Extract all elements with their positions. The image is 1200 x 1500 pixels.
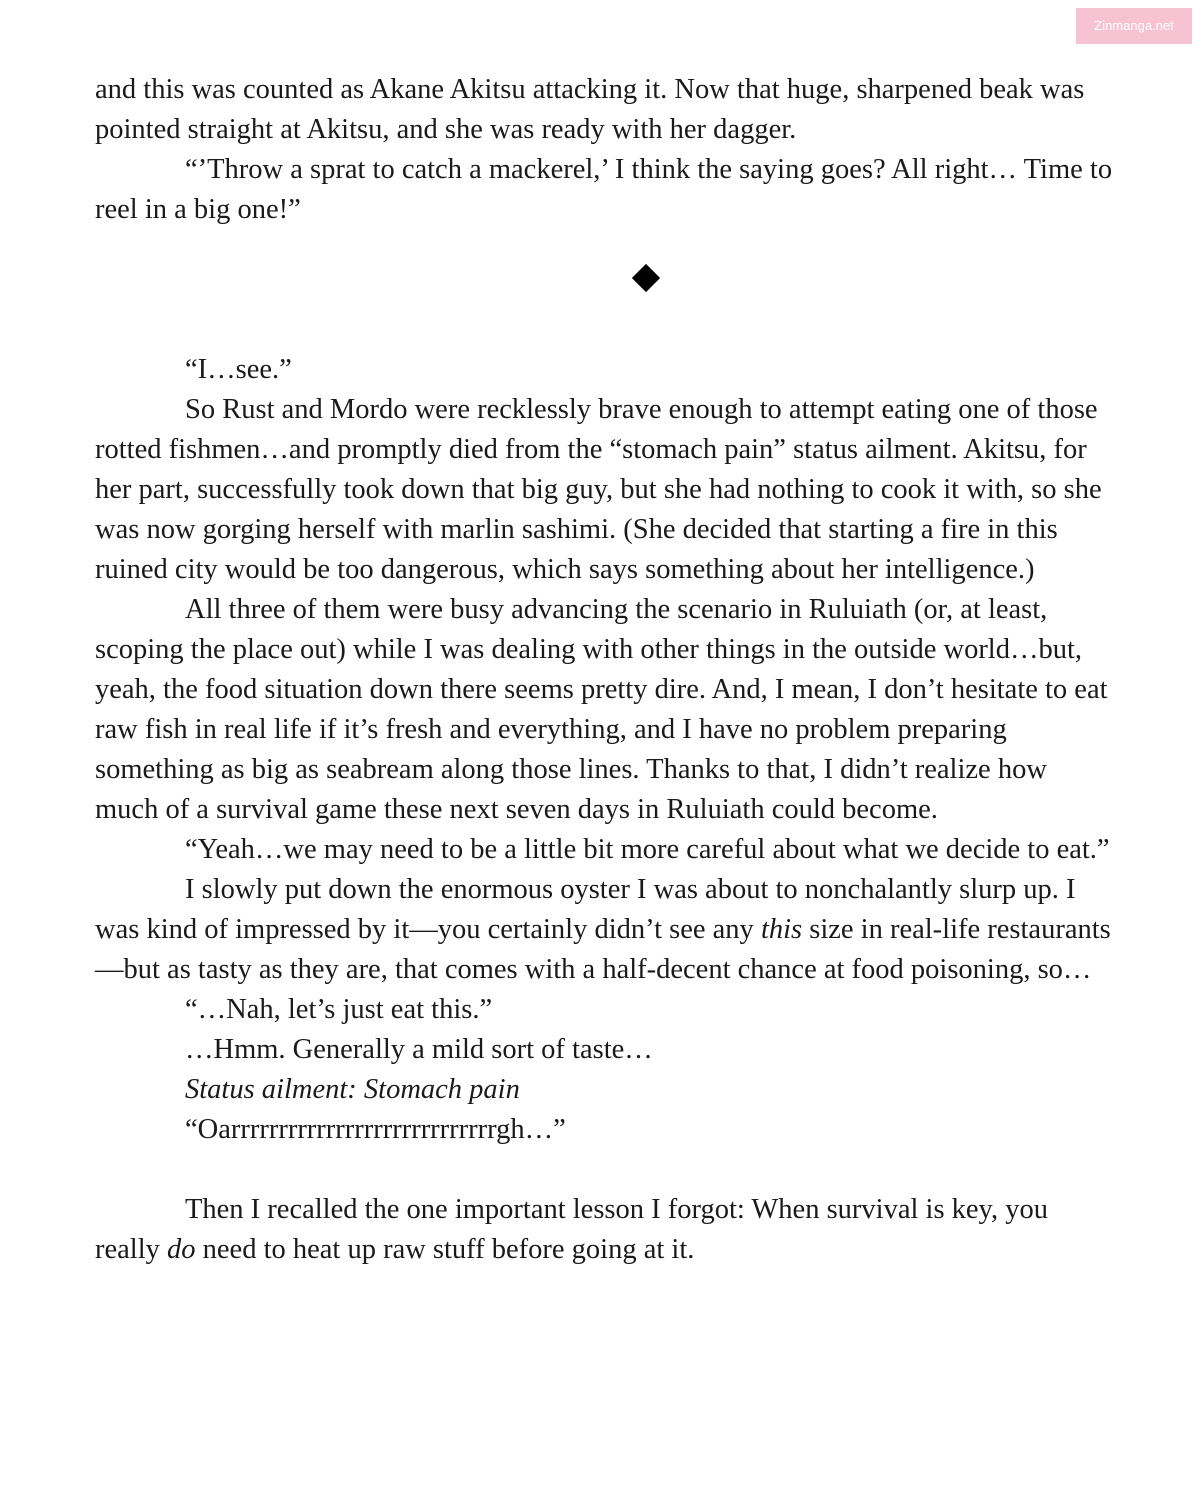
paragraph: and this was counted as Akane Akitsu attacking it. Now that huge, sharpened beak was pointed straight at Akitsu, and she was ready with her dagger.: [95, 74, 1085, 145]
status-ailment-line: Status ailment: Stomach pain: [185, 1074, 520, 1105]
watermark-badge: Zinmanga.net: [1076, 8, 1192, 44]
emphasis-text: do: [167, 1234, 196, 1265]
paragraph: “’Throw a sprat to catch a mackerel,’ I think the saying goes? All right… Time to reel in a big one!”: [95, 154, 1113, 225]
paragraph-final: [95, 1190, 1115, 1270]
text-segment: size in real-life restaurants—but as tasty as they are, that comes with a half-decent chance at food poisoning, so…: [95, 914, 1111, 985]
emphasis-text: this: [760, 914, 803, 945]
text-segment: need to heat up raw stuff before going at it.: [195, 1234, 695, 1265]
text-segment: Then I recalled the one important lesson I forgot: When survival is key, you really: [95, 1194, 1048, 1265]
paragraph: “Yeah…we may need to be a little bit more careful about what we decide to eat.”: [185, 834, 1110, 865]
paragraph: “Oarrrrrrrrrrrrrrrrrrrrrrrrrrrrgh…”: [185, 1114, 566, 1145]
spacer: [95, 1150, 1115, 1190]
paragraph: …Hmm. Generally a mild sort of taste…: [185, 1034, 653, 1065]
text-segment: I slowly put down the enormous oyster I was about to nonchalantly slurp up. I was kind of impressed by it—you certainly didn’t see any: [95, 874, 1076, 945]
paragraph: “I…see.”: [185, 354, 292, 385]
diamond-icon: [632, 264, 660, 292]
paragraph: “…Nah, let’s just eat this.”: [185, 994, 493, 1025]
paragraph: So Rust and Mordo were recklessly brave enough to attempt eating one of those rotted fishmen…and promptly died from the “stomach pain” status ailment. Akitsu, for her part, successfully took down that big guy, but she had nothing to cook it with, so she was now gorging herself with marlin sashimi. (She decided that starting a fire in this ruined city would be too dangerous, which says something about her intelligence.): [95, 394, 1102, 585]
paragraph: All three of them were busy advancing the scenario in Ruluiath (or, at least, scoping the place out) while I was dealing with other things in the outside world…but, yeah, the food situation down there seems pretty dire. And, I mean, I don’t hesitate to eat raw fish in real life if it’s fresh and everything, and I have no problem preparing something as big as seabream along those lines. Thanks to that, I didn’t realize how much of a survival game these next seven days in Ruluiath could become.: [95, 594, 1108, 825]
scene-break: [95, 230, 1115, 350]
paragraph-oyster: [95, 870, 1115, 990]
page-text: [95, 70, 1115, 1270]
